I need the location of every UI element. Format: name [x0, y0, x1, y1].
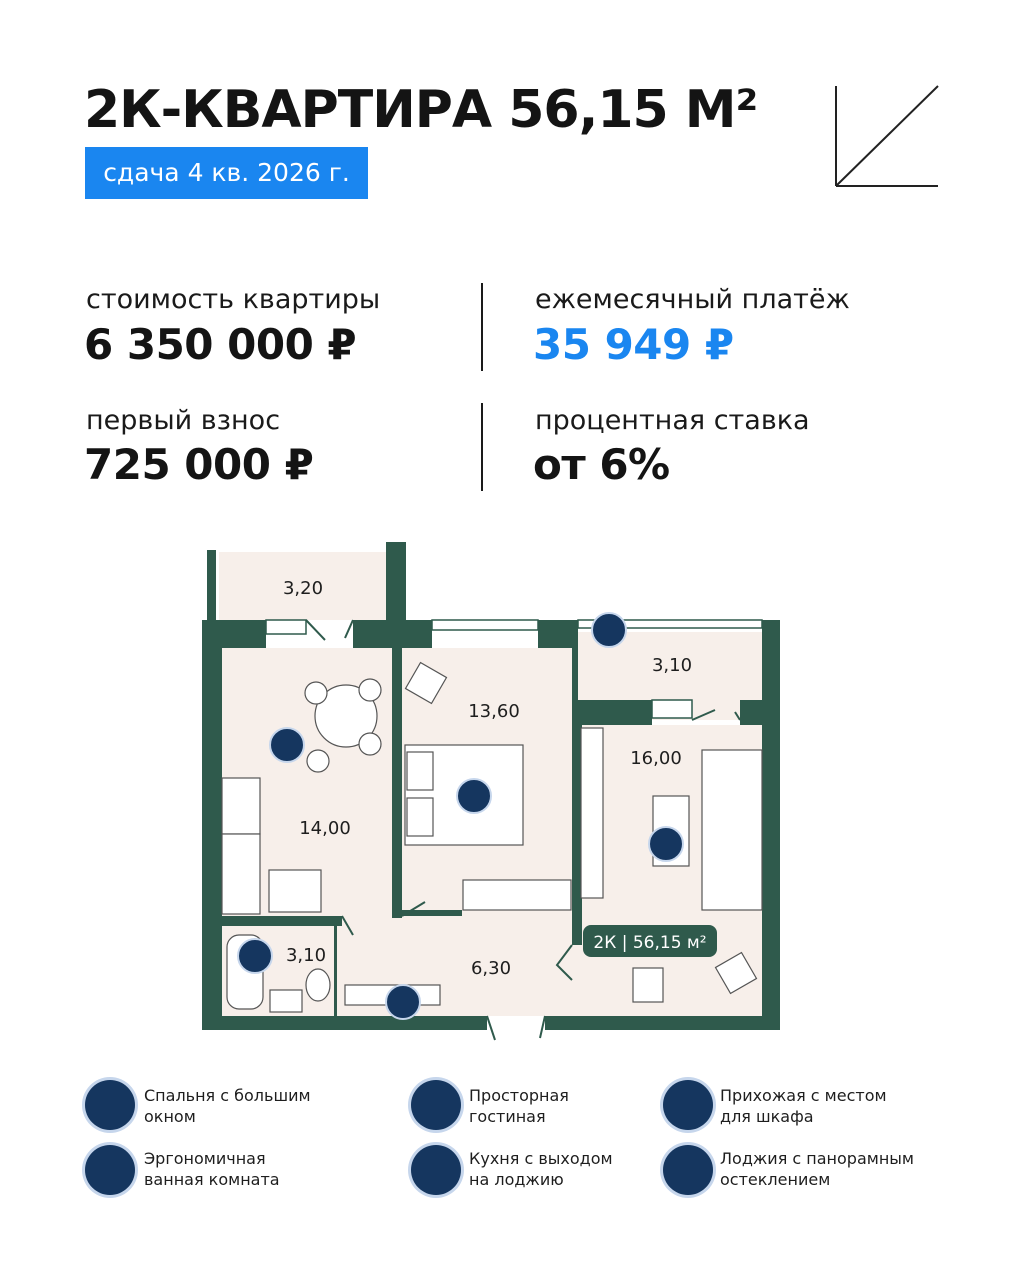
- wall: [207, 550, 216, 620]
- wall: [202, 1016, 487, 1030]
- wall: [740, 700, 762, 725]
- window-icon: [592, 613, 626, 647]
- armchair: [633, 968, 663, 1002]
- room-area-loggia-living: 3,10: [651, 655, 693, 676]
- stove-icon: [270, 728, 304, 762]
- toilet: [306, 969, 330, 1001]
- window: [652, 700, 692, 718]
- feature-kitchen: Кухня с выходом на лоджию: [469, 1149, 613, 1189]
- room-area-hall: 6,30: [470, 958, 512, 979]
- wall: [538, 620, 576, 648]
- bed-icon: [457, 779, 491, 813]
- pillow: [407, 752, 433, 790]
- wall: [762, 620, 780, 1030]
- chair: [359, 679, 381, 701]
- chair: [359, 733, 381, 755]
- brand-logo: [834, 84, 940, 190]
- interest-rate-value: от 6%: [533, 440, 670, 489]
- room-area-loggia-kitchen: 3,20: [282, 578, 324, 599]
- counter: [222, 778, 260, 834]
- wardrobe-icon: [663, 1080, 713, 1130]
- wall: [334, 926, 337, 1016]
- down-payment-value: 725 000 ₽: [84, 440, 314, 489]
- bathtub-icon: [238, 939, 272, 973]
- completion-badge: сдача 4 кв. 2026 г.: [85, 147, 368, 199]
- wall: [202, 620, 266, 648]
- wardrobe: [463, 880, 571, 910]
- feature-living-room: Просторная гостиная: [469, 1086, 569, 1126]
- chair: [307, 750, 329, 772]
- feature-bathroom: Эргономичная ванная комната: [144, 1149, 280, 1189]
- window-icon: [663, 1145, 713, 1195]
- bathtub-icon: [85, 1145, 135, 1195]
- divider: [481, 283, 483, 371]
- room-area-living: 16,00: [630, 748, 682, 769]
- wall: [202, 916, 342, 926]
- apartment-tag-text: 2К | 56,15 м²: [593, 933, 707, 953]
- pillow: [407, 798, 433, 836]
- stove: [269, 870, 321, 912]
- stove-icon: [411, 1145, 461, 1195]
- window: [266, 620, 306, 634]
- washbasin: [270, 990, 302, 1012]
- wardrobe-icon: [386, 985, 420, 1019]
- sofa-icon: [411, 1080, 461, 1130]
- divider: [481, 403, 483, 491]
- bed-icon: [85, 1080, 135, 1130]
- cost-value: 6 350 000 ₽: [84, 320, 357, 369]
- wall: [386, 542, 406, 620]
- wall: [545, 1016, 780, 1030]
- wall: [392, 620, 432, 648]
- floor-plan: [195, 540, 795, 1050]
- chair: [305, 682, 327, 704]
- feature-hallway: Прихожая с местом для шкафа: [720, 1086, 887, 1126]
- wall: [202, 620, 222, 1030]
- monthly-payment-label: ежемесячный платёж: [535, 284, 850, 315]
- window: [432, 620, 538, 630]
- wall: [572, 700, 652, 725]
- wall: [392, 648, 402, 918]
- room-area-bedroom: 13,60: [468, 701, 520, 722]
- feature-bedroom: Спальня с большим окном: [144, 1086, 311, 1126]
- down-payment-label: первый взнос: [86, 405, 281, 436]
- wall: [572, 915, 582, 945]
- page-title: 2К-КВАРТИРА 56,15 М²: [84, 80, 758, 140]
- cost-label: стоимость квартиры: [86, 284, 381, 315]
- interest-rate-label: процентная ставка: [535, 405, 810, 436]
- sofa: [702, 750, 762, 910]
- room-area-bathroom: 3,10: [285, 945, 327, 966]
- wardrobe: [581, 728, 603, 898]
- sink-counter: [222, 834, 260, 914]
- monthly-payment-value: 35 949 ₽: [533, 320, 734, 369]
- room-area-kitchen: 14,00: [299, 818, 351, 839]
- feature-loggia: Лоджия с панорамным остеклением: [720, 1149, 914, 1189]
- sofa-icon: [649, 827, 683, 861]
